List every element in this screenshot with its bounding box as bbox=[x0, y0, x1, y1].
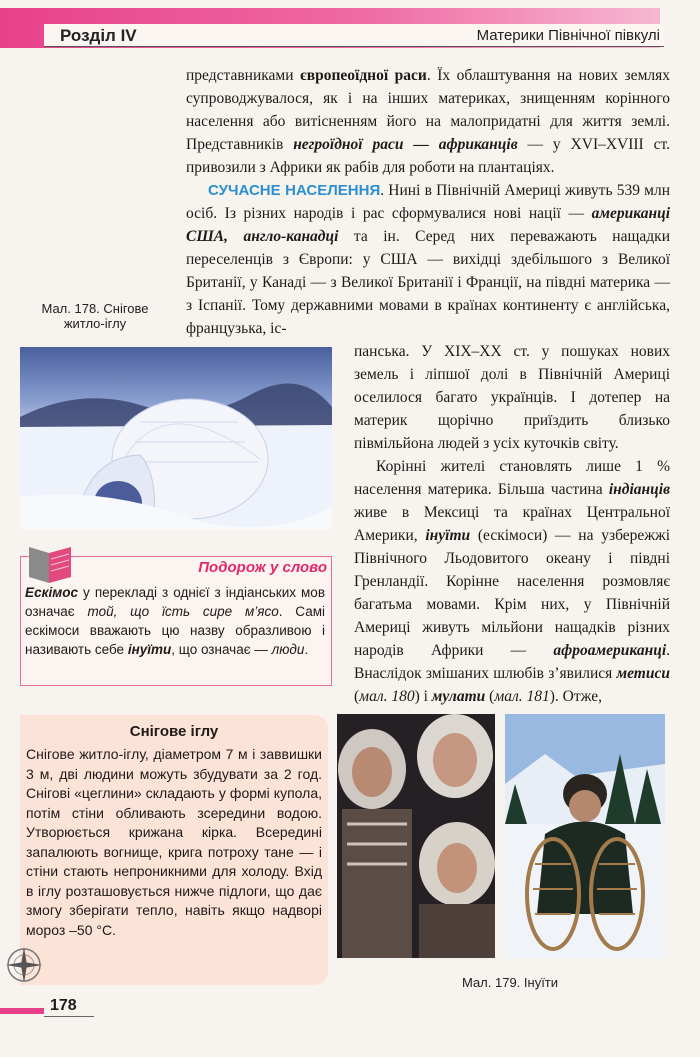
paragraph-modern-population-cont: панська. У XIX–XX ст. у пошуках нових земель і ліпшої долі в Північній Америці оселилося багато українців. І дотепер на материк щорічно приїздить близько півмільйона людей з усіх куточків світу. bbox=[354, 343, 670, 452]
igloo-photo bbox=[20, 347, 332, 529]
section-heading: СУЧАСНЕ НАСЕЛЕННЯ bbox=[208, 182, 381, 199]
inuit-group-illustration bbox=[337, 714, 495, 958]
inuit-snowshoes-illustration bbox=[505, 714, 665, 958]
igloo-illustration bbox=[20, 347, 332, 529]
inuit-photo-right bbox=[505, 714, 665, 958]
book-icon bbox=[25, 545, 75, 585]
word-box-text: Ескімос у перекладі з однієї з індіанських мов означає той, що їсть сире м’ясо. Самі ескімоси вважають цю назву образливою і називають себе інуїти, що означає — люди. bbox=[25, 585, 325, 657]
paragraph-europeans: представниками європеоїдної раси. Їх облаштування на нових землях супроводжувалося, як і на інших материках, знищенням корінного населення або витісненням його на малопридатні для життя землі. Представників негроїдної раси — африканців — у XVI–XVIII ст. привозили з Африки як рабів для роботи на плантаціях. bbox=[186, 67, 670, 176]
section-label: Розділ IV bbox=[60, 26, 137, 45]
page-number-bar bbox=[0, 1008, 44, 1014]
paragraph-indigenous: Корінні жителі становлять лише 1 % населення материка. Більша частина індіанців живе в Мексиці та країнах Центральної Америки, інуїти (ескімоси) — на узбережжі Північного Льодовитого океану і півдні Гренландії. Корінне населення розмовляє багатьма мовами. Крім них, у Північній Америці живуть мільйони нащадків різних народів Африки — афроамериканці. Внаслідок змішаних шлюбів з’явилися метиси (мал. 180) і мулати (мал. 181). Отже, bbox=[354, 458, 670, 705]
footer-rule bbox=[44, 1016, 94, 1017]
figure-179-caption: Мал. 179. Інуїти bbox=[461, 975, 559, 990]
compass-rose-icon bbox=[4, 945, 44, 985]
main-text-column bbox=[186, 64, 670, 340]
word-box-title: Подорож у слово bbox=[198, 559, 327, 576]
running-title: Материки Північної півкулі bbox=[476, 27, 660, 44]
figure-178-caption: Мал. 178. Снігове житло-іглу bbox=[41, 301, 149, 331]
igloo-info-box bbox=[20, 715, 328, 985]
inuit-photo-left bbox=[337, 714, 495, 958]
paragraph-modern-population: СУЧАСНЕ НАСЕЛЕННЯ. Нині в Північній Америці живуть 539 млн осіб. Із різних народів і рас сформувалися нові нації — американці США, англо-канадці та ін. Серед них переважають нащадки переселенців з Європи: у США — вихідці здебільшого з Великої Британії, у Канаді — з Великої Британії і Франції, на півдні материка — з Іспанії. Тому державними мовами в країнах континенту є англійська, французька, іс- bbox=[186, 182, 670, 337]
igloo-box-text: Снігове житло-іглу, діаметром 7 м і заввишки 3 м, дві людини можуть збудувати за 2 год. Снігові «цеглини» складають у формі купола, потім стіни обливають зсередини водою. Утворюється крижана кірка. Всередині запалюють вогнище, крига потроху тане — і стіни стають непроникними для холоду. Вхід в іглу розташовується нижче підлоги, що дає змогу зберігати тепло, навіть якщо надворі мороз –50 °С. bbox=[26, 746, 322, 938]
text-flow-right bbox=[354, 340, 670, 708]
word-origin-box bbox=[20, 556, 332, 686]
igloo-box-title: Снігове іглу bbox=[129, 723, 219, 740]
page-number: 178 bbox=[50, 997, 77, 1014]
